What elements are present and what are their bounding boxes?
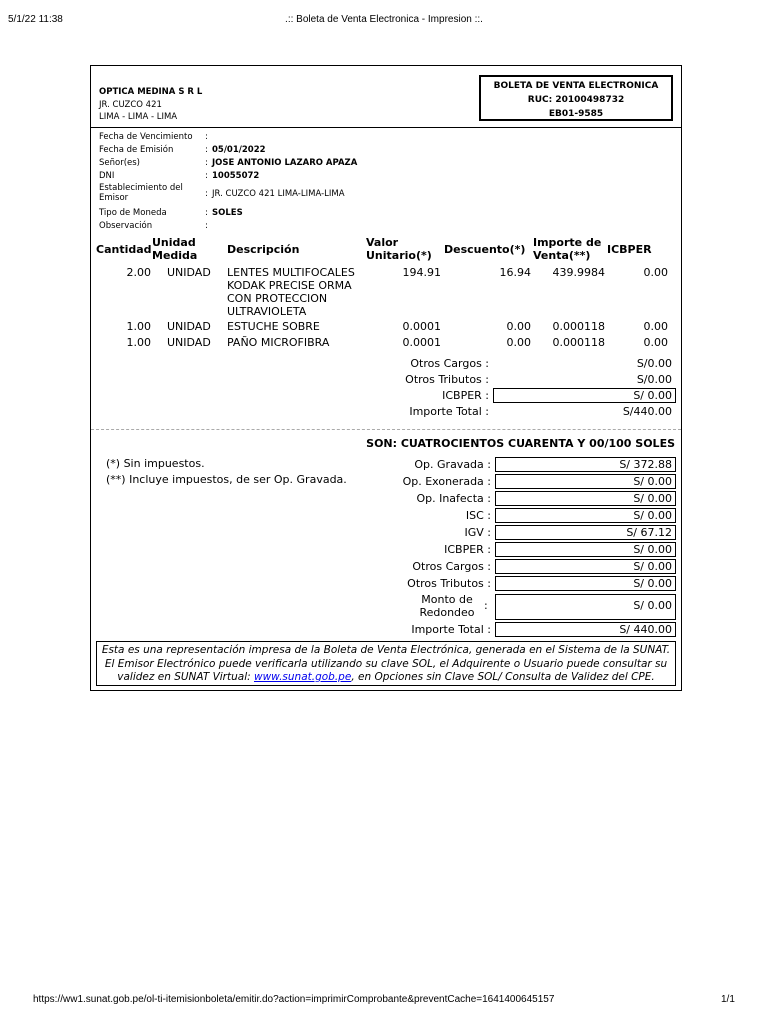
legal-notice-text-end: , en Opciones sin Clave SOL/ Consulta de Validez del CPE. bbox=[351, 671, 655, 683]
cell-unidad: UNIDAD bbox=[167, 320, 211, 333]
legal-notice-text: Esta es una representación impresa de la Boleta de Venta Electrónica, generada en el Sistema de la SUNAT. El Emisor Electrónico puede verificarla utilizando su clave SOL, el Adquirente o Usuario puede consultar su validez en SUNAT Virtual: bbox=[101, 644, 671, 683]
subtotal-label-importe-total: Importe Total : bbox=[409, 405, 489, 418]
field-value-establecimiento: JR. CUZCO 421 LIMA-LIMA-LIMA bbox=[212, 189, 345, 199]
emisor-name: OPTICA MEDINA S R L bbox=[99, 87, 203, 97]
field-colon: : bbox=[205, 221, 208, 231]
total-value-otros-cargos: S/ 0.00 bbox=[633, 560, 672, 573]
total-label-icbper: ICBPER : bbox=[444, 543, 491, 556]
field-colon: : bbox=[205, 145, 208, 155]
col-header-unidad: Unidad Medida bbox=[152, 236, 198, 262]
field-label-observacion: Observación bbox=[99, 221, 153, 231]
field-value-fecha-emision: 05/01/2022 bbox=[212, 145, 266, 155]
cell-descripcion: LENTES MULTIFOCALES KODAK PRECISE ORMA CON PROTECCION ULTRAVIOLETA bbox=[227, 266, 355, 318]
cell-valor-unitario: 0.0001 bbox=[402, 336, 441, 349]
cell-unidad: UNIDAD bbox=[167, 266, 211, 279]
total-label-redondeo: Monto de Redondeo bbox=[419, 593, 475, 619]
field-value-dni: 10055072 bbox=[212, 171, 260, 181]
print-datetime: 5/1/22 11:38 bbox=[8, 14, 63, 25]
subtotal-value-importe-total: S/440.00 bbox=[622, 405, 672, 418]
field-label-establecimiento: Establecimiento del Emisor bbox=[99, 183, 183, 203]
cell-cantidad: 1.00 bbox=[126, 336, 151, 349]
field-label-fecha-emision: Fecha de Emisión bbox=[99, 145, 174, 155]
total-value-icbper: S/ 0.00 bbox=[633, 543, 672, 556]
emisor-address: JR. CUZCO 421 bbox=[99, 100, 162, 110]
total-value-op-inafecta: S/ 0.00 bbox=[633, 492, 672, 505]
total-colon-redondeo: : bbox=[484, 599, 488, 612]
subtotal-label-otros-tributos: Otros Tributos : bbox=[405, 373, 489, 386]
field-label-moneda: Tipo de Moneda bbox=[99, 208, 167, 218]
print-page-number: 1/1 bbox=[721, 994, 735, 1005]
amount-in-words: SON: CUATROCIENTOS CUARENTA Y 00/100 SOLES bbox=[366, 437, 675, 450]
comprobante-number: EB01-9585 bbox=[548, 109, 604, 119]
col-header-descuento: Descuento(*) bbox=[444, 243, 526, 256]
col-header-valor-unitario: Valor Unitario(*) bbox=[366, 236, 432, 262]
field-value-moneda: SOLES bbox=[212, 208, 243, 218]
total-label-op-gravada: Op. Gravada : bbox=[414, 458, 491, 471]
cell-descripcion: PAÑO MICROFIBRA bbox=[227, 336, 330, 349]
field-label-fecha-vencimiento: Fecha de Vencimiento bbox=[99, 132, 193, 142]
subtotal-label-otros-cargos: Otros Cargos : bbox=[410, 357, 489, 370]
cell-descripcion: ESTUCHE SOBRE bbox=[227, 320, 320, 333]
field-colon: : bbox=[205, 208, 208, 218]
print-page-title: .:: Boleta de Venta Electronica - Impresion ::. bbox=[285, 14, 483, 25]
subtotal-value-otros-tributos: S/0.00 bbox=[636, 373, 672, 386]
total-label-igv: IGV : bbox=[464, 526, 491, 539]
comprobante-box bbox=[479, 75, 673, 121]
total-label-importe-total: Importe Total : bbox=[411, 623, 491, 636]
cell-cantidad: 1.00 bbox=[126, 320, 151, 333]
cell-importe-venta: 439.9984 bbox=[552, 266, 605, 279]
cell-importe-venta: 0.000118 bbox=[552, 320, 605, 333]
cell-cantidad: 2.00 bbox=[126, 266, 151, 279]
comprobante-type: BOLETA DE VENTA ELECTRONICA bbox=[493, 81, 659, 91]
cell-icbper: 0.00 bbox=[643, 336, 668, 349]
total-label-op-inafecta: Op. Inafecta : bbox=[416, 492, 491, 505]
header-divider bbox=[91, 127, 681, 128]
total-label-isc: ISC : bbox=[465, 509, 491, 522]
field-value-senor: JOSE ANTONIO LAZARO APAZA bbox=[212, 158, 358, 168]
total-value-op-gravada: S/ 372.88 bbox=[619, 458, 672, 471]
col-header-icbper: ICBPER bbox=[607, 243, 652, 256]
col-header-cantidad: Cantidad bbox=[96, 243, 152, 256]
cell-unidad: UNIDAD bbox=[167, 336, 211, 349]
sunat-link[interactable]: www.sunat.gob.pe bbox=[253, 671, 352, 683]
total-value-otros-tributos: S/ 0.00 bbox=[633, 577, 672, 590]
cell-icbper: 0.00 bbox=[643, 320, 668, 333]
note-sin-impuestos: (*) Sin impuestos. bbox=[106, 457, 205, 470]
note-incluye-impuestos: (**) Incluye impuestos, de ser Op. Gravada. bbox=[106, 473, 347, 486]
field-label-dni: DNI bbox=[99, 171, 115, 181]
subtotal-divider bbox=[91, 429, 681, 430]
field-colon: : bbox=[205, 132, 208, 142]
cell-importe-venta: 0.000118 bbox=[552, 336, 605, 349]
cell-descuento: 0.00 bbox=[506, 336, 531, 349]
total-label-otros-cargos: Otros Cargos : bbox=[412, 560, 491, 573]
field-colon: : bbox=[205, 189, 208, 199]
field-colon: : bbox=[205, 171, 208, 181]
total-value-redondeo: S/ 0.00 bbox=[633, 599, 672, 612]
cell-valor-unitario: 0.0001 bbox=[402, 320, 441, 333]
subtotal-value-otros-cargos: S/0.00 bbox=[636, 357, 672, 370]
cell-icbper: 0.00 bbox=[643, 266, 668, 279]
total-label-op-exonerada: Op. Exonerada : bbox=[402, 475, 491, 488]
total-value-isc: S/ 0.00 bbox=[633, 509, 672, 522]
field-colon: : bbox=[205, 158, 208, 168]
cell-descuento: 16.94 bbox=[499, 266, 531, 279]
total-value-op-exonerada: S/ 0.00 bbox=[633, 475, 672, 488]
subtotal-label-icbper: ICBPER : bbox=[442, 389, 489, 402]
field-label-senor: Señor(es) bbox=[99, 158, 140, 168]
cell-descuento: 0.00 bbox=[506, 320, 531, 333]
cell-valor-unitario: 194.91 bbox=[402, 266, 441, 279]
total-value-importe-total: S/ 440.00 bbox=[619, 623, 672, 636]
total-label-otros-tributos: Otros Tributos : bbox=[407, 577, 491, 590]
subtotal-value-icbper: S/ 0.00 bbox=[633, 389, 672, 402]
col-header-importe-venta: Importe de Venta(**) bbox=[533, 236, 602, 262]
emisor-city: LIMA - LIMA - LIMA bbox=[99, 112, 178, 122]
col-header-descripcion: Descripción bbox=[227, 243, 300, 256]
comprobante-ruc: RUC: 20100498732 bbox=[527, 95, 625, 105]
legal-notice bbox=[96, 641, 676, 686]
total-value-igv: S/ 67.12 bbox=[626, 526, 672, 539]
boleta-document bbox=[90, 65, 682, 691]
print-url: https://ww1.sunat.gob.pe/ol-ti-itemisionboleta/emitir.do?action=imprimirComprobante&preventCache=1641400645157 bbox=[33, 994, 555, 1005]
